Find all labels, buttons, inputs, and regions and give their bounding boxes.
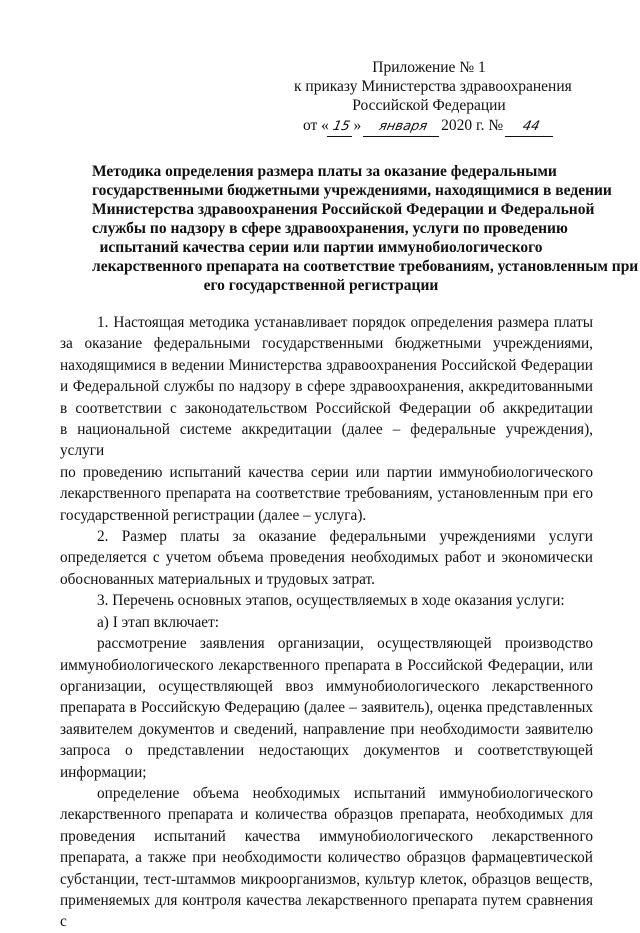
document-title	[92, 162, 639, 295]
text-line: по проведению испытаний качества серии или партии иммунобиологического	[60, 463, 593, 481]
paragraph-2	[60, 526, 593, 590]
text-line: организации, осуществляющей ввоз иммунобиологического лекарственного	[60, 677, 593, 695]
text-line: определяется с учетом объема проведения необходимых работ и экономически	[60, 549, 593, 567]
handwritten-month: января	[363, 117, 443, 137]
text-line: запроса о представлении недостающих документов и соответствующей	[60, 742, 593, 760]
text-line: государственной регистрации (далее – услуга).	[60, 506, 367, 524]
text-line: в соответствии с законодательством Российской Федерации об аккредитации	[60, 399, 593, 417]
text-line: проведения испытаний качества иммунобиологического лекарственного	[60, 827, 593, 845]
text-line: заявителем документов и сведений, направление при необходимости заявителю	[60, 720, 593, 738]
title-line: испытаний качества серии или партии иммунобиологического	[99, 239, 543, 256]
paragraph-4	[60, 612, 593, 633]
text-line: а) I этап включает:	[97, 613, 220, 631]
title-line: службы по надзору в сфере здравоохранения, услуги по проведению	[92, 220, 568, 237]
text-line: определение объема необходимых испытаний иммунобиологического	[97, 784, 593, 802]
year-text: 2020 г. №	[441, 117, 504, 134]
text-line: лекарственного препарата на соответствие требованиям, установленным при его	[60, 485, 593, 503]
text-line: препарата в Российскую Федерацию (далее – заявитель), оценка представленных	[60, 699, 593, 717]
text-line: информации;	[60, 763, 147, 781]
text-line: находящимися в ведении Министерства здравоохранения Российской Федерации	[60, 356, 593, 374]
paragraph-1	[60, 312, 593, 526]
text-line: 3. Перечень основных этапов, осуществляемых в ходе оказания услуги:	[97, 592, 565, 610]
paragraph-5	[60, 633, 593, 783]
text-line: обоснованных материальных и трудовых затрат.	[60, 570, 375, 588]
date-mid: »	[353, 117, 362, 134]
document-body	[60, 312, 593, 933]
order-date-line	[294, 116, 564, 137]
date-prefix: от «	[302, 117, 329, 134]
text-line: рассмотрение заявления организации, осуществляющей производство	[97, 635, 593, 653]
appendix-order-ref: к приказу Министерства здравоохранения	[294, 78, 572, 95]
appendix-header	[294, 58, 572, 137]
title-line: Методика определения размера платы за оказание федеральными	[92, 163, 557, 180]
appendix-number: Приложение № 1	[372, 59, 486, 76]
handwritten-day: 15	[327, 117, 356, 137]
text-line: применяемых для контроля качества лекарственного препарата путем сравнения с	[60, 891, 593, 931]
appendix-country: Российской Федерации	[352, 97, 506, 114]
paragraph-6	[60, 783, 593, 933]
text-line: 1. Настоящая методика устанавливает порядок определения размера платы	[97, 314, 593, 331]
text-line: и Федеральной службы по надзору в сфере здравоохранения, аккредитованными	[60, 378, 593, 396]
title-line: лекарственного препарата на соответствие требованиям, установленным при	[92, 258, 639, 275]
handwritten-order-number: 44	[505, 117, 557, 137]
title-line: Министерства здравоохранения Российской Федерации и Федеральной	[92, 201, 595, 218]
text-line: за оказание федеральными государственными бюджетными учреждениями,	[60, 335, 593, 353]
text-line: субстанции, тест-штаммов микроорганизмов, культур клеток, образцов веществ,	[60, 870, 593, 888]
paragraph-3	[60, 590, 593, 611]
text-line: в национальной системе аккредитации (далее – федеральные учреждения), услуги	[60, 421, 593, 460]
text-line: 2. Размер платы за оказание федеральными учреждениями услуги	[97, 528, 593, 546]
title-line: его государственной регистрации	[203, 277, 439, 294]
text-line: иммунобиологического лекарственного препарата в Российской Федерации, или	[60, 656, 593, 674]
text-line: лекарственного препарата и количества образцов препарата, необходимых для	[60, 806, 593, 824]
title-line: государственными бюджетными учреждениями, находящимися в ведении	[92, 182, 612, 199]
text-line: препарата, а также при необходимости количество образцов фармацевтической	[60, 849, 593, 867]
